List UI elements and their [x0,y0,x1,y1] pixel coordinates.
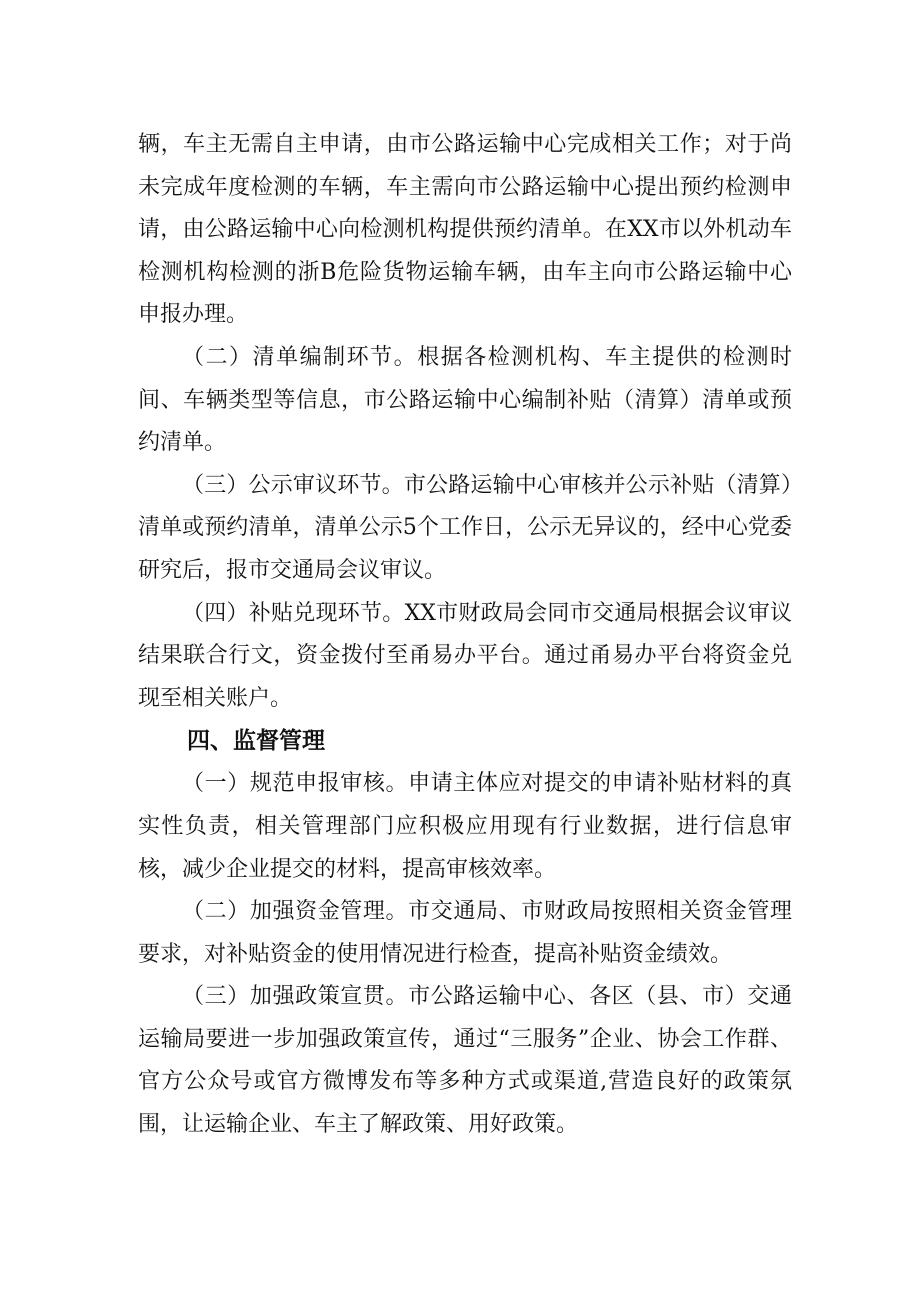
continuation-paragraph: 辆，车主无需自主申请，由市公路运输中心完成相关工作；对于尚未完成年度检测的车辆，车主需向市公路运输中心提出预约检测申请，由公路运输中心向检测机构提供预约清单。在XX市以外机动车检测机构检测的浙B危险货物运输车辆，由车主向市公路运输中心申报办理。 [138,132,792,328]
document-body [138,124,792,1147]
paragraph-subsidy-payment: （四）补贴兑现环节。XX市财政局会同市交通局根据会议审议结果联合行文，资金拨付至甬易办平台。通过甬易办平台将资金兑现至相关账户。 [138,600,792,711]
paragraph-list-compilation: （二）清单编制环节。根据各检测机构、车主提供的检测时间、车辆类型等信息，市公路运输中心编制补贴（清算）清单或预约清单。 [138,344,792,456]
paragraph-policy-promotion: （三）加强政策宣贯。市公路运输中心、各区（县、市）交通运输局要进一步加强政策宣传，通过“三服务”企业、协会工作群、官方公众号或官方微博发布等多种方式或渠道,营造良好的政策氛围，让运输企业、车主了解政策、用好政策。 [138,984,792,1138]
paragraph-public-review: （三）公示审议环节。市公路运输中心审核并公示补贴（清算）清单或预约清单，清单公示5个工作日，公示无异议的，经中心党委研究后，报市交通局会议审议。 [138,472,792,583]
paragraph-application-review: （一）规范申报审核。申请主体应对提交的申请补贴材料的真实性负责，相关管理部门应积极应用现有行业数据，进行信息审核，减少企业提交的材料，提高审核效率。 [138,771,792,882]
section-heading-supervision: 四、监督管理 [187,728,325,755]
paragraph-fund-management: （二）加强资金管理。市交通局、市财政局按照相关资金管理要求，对补贴资金的使用情况进行检查，提高补贴资金绩效。 [138,899,792,967]
